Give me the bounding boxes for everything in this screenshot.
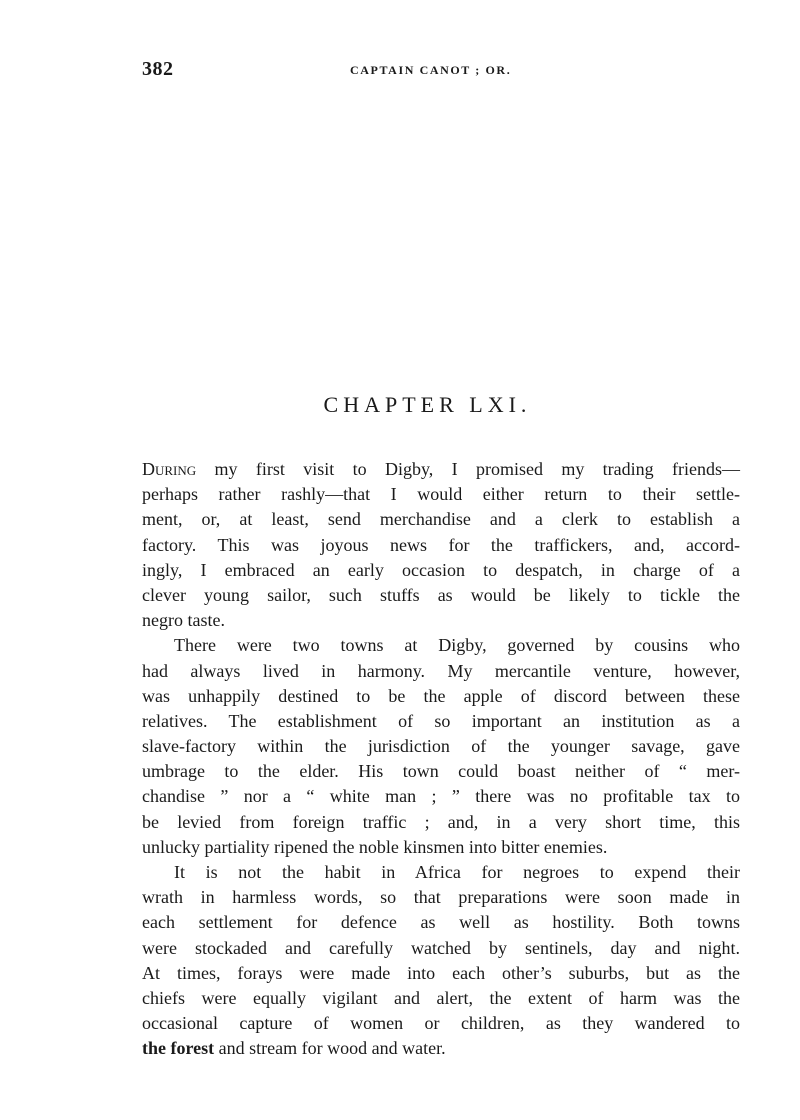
text-fragment: and stream for wood and water. xyxy=(214,1038,446,1059)
text-line: ingly, I embraced an early occasion to despatch, in charge of a xyxy=(142,559,740,580)
text-line: chiefs were equally vigilant and alert, the extent of harm was the xyxy=(142,987,740,1008)
text-line: each settlement for defence as well as hostility. Both towns xyxy=(142,912,740,933)
text-line: There were two towns at Digby, governed by cousins who xyxy=(174,635,740,656)
text-line: negro taste. xyxy=(142,610,225,631)
text-line: It is not the habit in Africa for negroes to expend their xyxy=(174,862,740,882)
text-line xyxy=(142,1036,740,1061)
text-line: umbrage to the elder. His town could boast neither of “ mer- xyxy=(142,761,740,782)
text-line: be levied from foreign traffic ; and, in a very short time, this xyxy=(142,811,740,832)
page-number: 382 xyxy=(142,58,174,80)
text-line: occasional capture of women or children, as they wandered to xyxy=(142,1013,740,1034)
chapter-heading: CHAPTER LXI. xyxy=(323,392,532,417)
text-fragment: my first visit to Digby, I promised my trading friends— xyxy=(196,459,740,479)
text-line: ment, or, at least, send merchandise and a clerk to establish a xyxy=(142,509,740,530)
text-line: chandise ” nor a “ white man ; ” there was no profitable tax to xyxy=(142,786,740,807)
text-line: clever young sailor, such stuffs as would be likely to tickle the xyxy=(142,584,740,605)
text-line: slave-factory within the jurisdiction of the younger savage, gave xyxy=(142,736,740,757)
text-line: factory. This was joyous news for the traffickers, and, accord- xyxy=(142,534,740,555)
bold-text-fragment: the forest xyxy=(142,1038,215,1059)
drop-small-caps-word: During xyxy=(142,459,197,479)
text-line xyxy=(142,457,740,482)
text-line: had always lived in harmony. My mercantile venture, however, xyxy=(142,660,740,681)
text-line: relatives. The establishment of so important an institution as a xyxy=(142,710,740,731)
text-line: wrath in harmless words, so that preparations were soon made in xyxy=(142,887,740,908)
text-line: was unhappily destined to be the apple of discord between these xyxy=(142,685,740,706)
text-line: were stockaded and carefully watched by sentinels, day and night. xyxy=(142,937,740,958)
body-text xyxy=(142,457,740,1062)
text-line: unlucky partiality ripened the noble kinsmen into bitter enemies. xyxy=(142,836,608,857)
text-line: perhaps rather rashly—that I would either return to their settle- xyxy=(142,484,740,505)
running-head xyxy=(142,58,742,82)
text-line: At times, forays were made into each other’s suburbs, but as the xyxy=(142,962,740,983)
running-title: CAPTAIN CANOT ; OR. xyxy=(350,63,512,77)
